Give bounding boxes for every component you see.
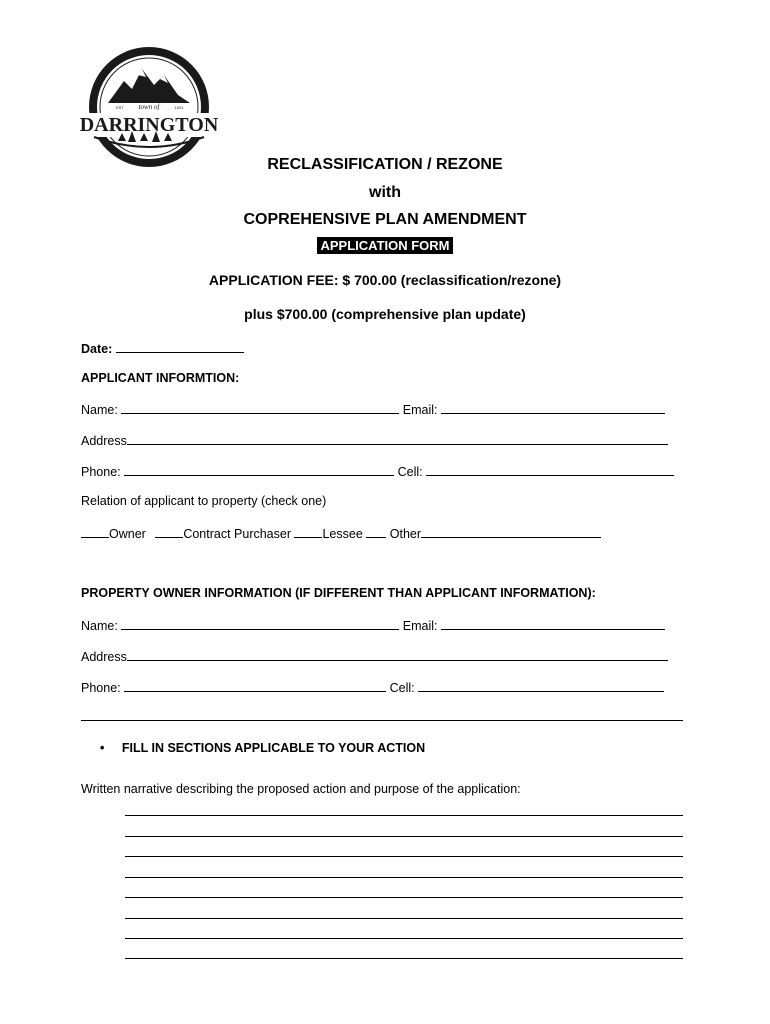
narrative-line[interactable] — [125, 918, 683, 919]
applicant-phone-label: Phone: — [81, 465, 121, 479]
lessee-checkbox[interactable] — [294, 525, 322, 538]
logo-name: DARRINGTON — [80, 114, 218, 136]
owner-heading: PROPERTY OWNER INFORMATION (IF DIFFERENT THAN APPLICANT INFORMATION): — [81, 586, 596, 600]
other-specify-field[interactable] — [421, 525, 601, 538]
logo-est-right: 1901 — [174, 105, 184, 110]
applicant-name-label: Name: — [81, 403, 118, 417]
application-form-label: APPLICATION FORM — [317, 237, 452, 254]
narrative-line[interactable] — [125, 836, 683, 837]
owner-address-field[interactable] — [127, 648, 668, 661]
owner-cell-label: Cell: — [389, 681, 415, 695]
owner-address-label: Address — [81, 650, 127, 664]
logo-est-left: EST — [116, 105, 124, 110]
owner-address-row — [81, 648, 668, 664]
form-title-line2: with — [369, 184, 401, 201]
applicant-cell-label: Cell: — [397, 465, 423, 479]
date-field[interactable] — [116, 340, 244, 353]
owner-phone-row — [81, 679, 664, 695]
owner-cell-field[interactable] — [418, 679, 664, 692]
relation-label: Relation of applicant to property (check one) — [81, 494, 327, 508]
owner-name-row — [81, 617, 665, 633]
owner-checkbox[interactable] — [81, 525, 109, 538]
contract-purchaser-option-label: Contract Purchaser — [183, 527, 291, 541]
applicant-email-label: Email: — [402, 403, 438, 417]
contract-purchaser-checkbox[interactable] — [155, 525, 183, 538]
applicant-name-row — [81, 401, 665, 417]
instruction-text: FILL IN SECTIONS APPLICABLE TO YOUR ACTION — [121, 741, 426, 755]
applicant-email-field[interactable] — [441, 401, 665, 414]
owner-phone-label: Phone: — [81, 681, 121, 695]
owner-option-label: Owner — [109, 527, 146, 541]
owner-name-field[interactable] — [121, 617, 399, 630]
narrative-line[interactable] — [125, 877, 683, 878]
applicant-phone-row — [81, 463, 674, 479]
instruction-row — [100, 741, 425, 755]
application-fee: APPLICATION FEE: $ 700.00 (reclassification/rezone) — [208, 272, 562, 288]
form-title-line3: COPREHENSIVE PLAN AMENDMENT — [243, 211, 527, 228]
other-checkbox[interactable] — [366, 525, 386, 538]
form-title-line1: RECLASSIFICATION / REZONE — [267, 156, 503, 173]
applicant-name-field[interactable] — [121, 401, 399, 414]
narrative-label: Written narrative describing the proposed action and purpose of the application: — [81, 782, 521, 796]
applicant-phone-field[interactable] — [124, 463, 394, 476]
logo-top-text: town of — [138, 103, 160, 111]
applicant-address-label: Address — [81, 434, 127, 448]
owner-name-label: Name: — [81, 619, 118, 633]
narrative-line[interactable] — [125, 958, 683, 959]
date-row — [81, 340, 244, 356]
applicant-cell-field[interactable] — [426, 463, 674, 476]
section-divider — [81, 720, 683, 721]
owner-email-field[interactable] — [441, 617, 665, 630]
owner-phone-field[interactable] — [124, 679, 386, 692]
applicant-address-field[interactable] — [127, 432, 668, 445]
applicant-heading: APPLICANT INFORMTION: — [81, 371, 240, 385]
comprehensive-plan-fee: plus $700.00 (comprehensive plan update) — [244, 306, 526, 322]
owner-email-label: Email: — [402, 619, 438, 633]
bullet-icon: • — [100, 741, 105, 755]
narrative-line[interactable] — [125, 938, 683, 939]
other-option-label: Other — [389, 527, 422, 541]
narrative-line[interactable] — [125, 897, 683, 898]
date-label: Date: — [81, 342, 113, 356]
narrative-line[interactable] — [125, 815, 683, 816]
lessee-option-label: Lessee — [322, 527, 363, 541]
form-label-wrapper — [0, 238, 770, 253]
relation-options-row — [81, 525, 601, 541]
applicant-address-row — [81, 432, 668, 448]
narrative-line[interactable] — [125, 856, 683, 857]
town-logo — [80, 45, 218, 171]
